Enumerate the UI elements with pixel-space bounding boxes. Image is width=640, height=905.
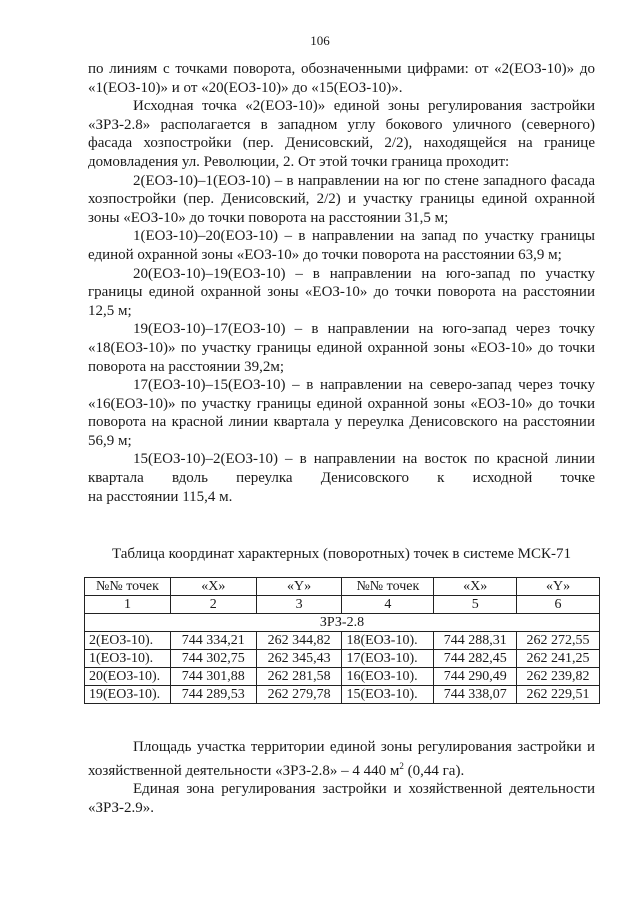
y-cell: 262 229,51 — [517, 686, 600, 704]
coordinates-table — [84, 577, 600, 704]
y-cell: 262 281,58 — [256, 668, 342, 686]
header-cell: «X» — [170, 578, 256, 596]
paragraph-segment-15-2: 15(ЕОЗ-10)–2(ЕОЗ-10) – в направлении на восток по красной линии квартала вдоль переулка Денисовского к исходной точке — [88, 451, 595, 487]
point-cell: 20(ЕОЗ-10). — [85, 668, 171, 686]
colnum-cell: 4 — [342, 596, 434, 614]
table-row — [85, 650, 600, 668]
closing-text — [88, 738, 595, 817]
zone-cell: ЗРЗ-2.8 — [85, 614, 600, 632]
table-row — [85, 668, 600, 686]
colnum-cell: 6 — [517, 596, 600, 614]
header-cell: «Y» — [517, 578, 600, 596]
y-cell: 262 239,82 — [517, 668, 600, 686]
next-zone-heading: Единая зона регулирования застройки и хозяйственной деятельности «ЗРЗ-2.9». — [88, 781, 595, 816]
point-cell: 18(ЕОЗ-10). — [342, 632, 434, 650]
y-cell: 262 279,78 — [256, 686, 342, 704]
point-cell: 15(ЕОЗ-10). — [342, 686, 434, 704]
point-cell: 19(ЕОЗ-10). — [85, 686, 171, 704]
point-cell: 16(ЕОЗ-10). — [342, 668, 434, 686]
y-cell: 262 272,55 — [517, 632, 600, 650]
header-cell: «X» — [434, 578, 517, 596]
table-caption: Таблица координат характерных (поворотных) точек в системе МСК-71 — [111, 546, 572, 562]
paragraph-continuation: по линиям с точками поворота, обозначенными цифрами: от «2(ЕОЗ-10)» до «1(ЕОЗ-10)» и от «20(ЕОЗ-10)» до «15(ЕОЗ-10)». — [88, 61, 595, 96]
area-tail: (0,44 га). — [403, 762, 465, 779]
y-cell: 262 241,25 — [517, 650, 600, 668]
table-row — [85, 632, 600, 650]
header-cell: «Y» — [256, 578, 342, 596]
page-number: 106 — [310, 33, 330, 48]
point-cell: 17(ЕОЗ-10). — [342, 650, 434, 668]
paragraph-segment-20-19: 20(ЕОЗ-10)–19(ЕОЗ-10) – в направлении на юго-запад по участку границы единой охранной зоны «ЕОЗ-10» до точки поворота на расстоянии 12,5 м; — [88, 265, 595, 319]
area-unit-superscript: 2 — [399, 760, 404, 771]
area-paragraph — [88, 738, 595, 780]
colnum-cell: 2 — [170, 596, 256, 614]
table-zone-row — [85, 614, 600, 632]
y-cell: 262 344,82 — [256, 632, 342, 650]
paragraph-segment-19-17: 19(ЕОЗ-10)–17(ЕОЗ-10) – в направлении на юго-запад через точку «18(ЕОЗ-10)» по участку границы единой охранной зоны «ЕОЗ-10» до точки поворота на расстоянии 39,2м; — [88, 321, 595, 375]
header-cell: №№ точек — [85, 578, 171, 596]
colnum-cell: 5 — [434, 596, 517, 614]
paragraph-origin-point: Исходная точка «2(ЕОЗ-10)» единой зоны регулирования застройки «ЗРЗ-2.8» располагается в западном углу бокового уличного (северного) фасада хозпостройки (пер. Денисовский, 2/2), находящейся на границе домовладения ул. Революции, 2. От этой точки граница проходит: — [88, 98, 595, 170]
header-cell: №№ точек — [342, 578, 434, 596]
point-cell: 2(ЕОЗ-10). — [85, 632, 171, 650]
colnum-cell: 1 — [85, 596, 171, 614]
colnum-cell: 3 — [256, 596, 342, 614]
x-cell: 744 338,07 — [434, 686, 517, 704]
x-cell: 744 289,53 — [170, 686, 256, 704]
x-cell: 744 334,21 — [170, 632, 256, 650]
paragraph-segment-1-20: 1(ЕОЗ-10)–20(ЕОЗ-10) – в направлении на запад по участку границы единой охранной зоны «ЕОЗ-10» до точки поворота на расстоянии 63,9 м; — [88, 228, 595, 263]
x-cell: 744 301,88 — [170, 668, 256, 686]
area-text: Площадь участка территории единой зоны регулирования застройки и хозяйственной деятельности «ЗРЗ-2.8» – 4 440 м — [88, 739, 595, 779]
paragraph-segment-2-1: 2(ЕОЗ-10)–1(ЕОЗ-10) – в направлении на юг по стене западного фасада хозпостройки (пер. Денисовский, 2/2) и участку границы единой охранной зоны «ЕОЗ-10» до точки поворота на расстоянии 31,5 м; — [88, 172, 595, 226]
x-cell: 744 302,75 — [170, 650, 256, 668]
table-row — [85, 686, 600, 704]
x-cell: 744 282,45 — [434, 650, 517, 668]
body-text — [88, 60, 595, 506]
point-cell: 1(ЕОЗ-10). — [85, 650, 171, 668]
x-cell: 744 290,49 — [434, 668, 517, 686]
paragraph-segment-17-15: 17(ЕОЗ-10)–15(ЕОЗ-10) – в направлении на северо-запад через точку «16(ЕОЗ-10)» по участку границы единой охранной зоны «ЕОЗ-10» до точки поворота на красной линии квартала у переулка Денисовского на расстоянии 56,9 м; — [88, 377, 595, 449]
table-header-row — [85, 578, 600, 596]
paragraph-segment-15-2-distance: на расстоянии 115,4 м. — [88, 488, 233, 505]
y-cell: 262 345,43 — [256, 650, 342, 668]
x-cell: 744 288,31 — [434, 632, 517, 650]
table-colnum-row — [85, 596, 600, 614]
